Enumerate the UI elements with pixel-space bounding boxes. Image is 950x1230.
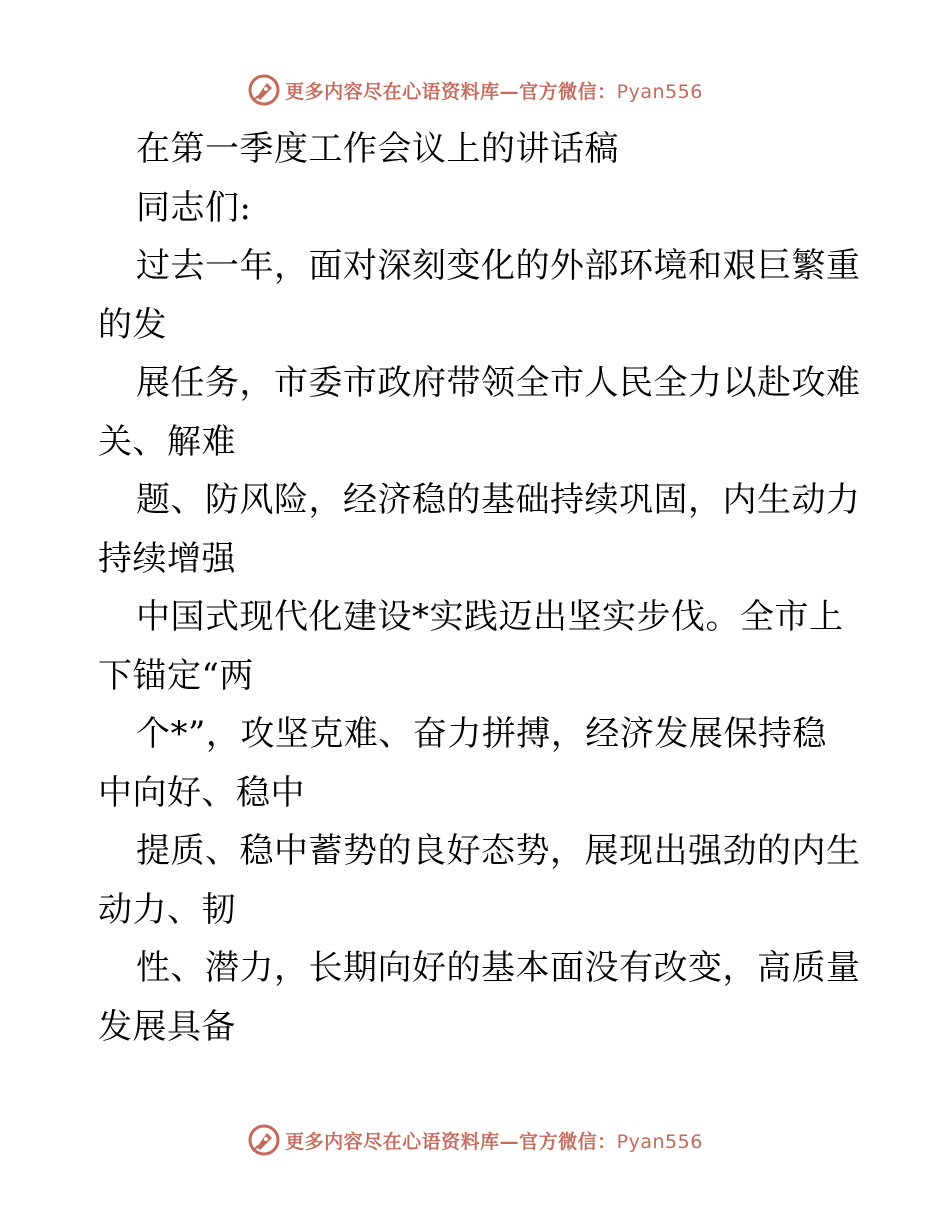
pen-nib-logo-icon xyxy=(247,1123,281,1157)
document-body xyxy=(98,120,861,1056)
text-line: 展任务，市委市政府带领全市人民全力以赴攻难 xyxy=(136,363,861,403)
banner-text: 更多内容尽在心语资料库—官方微信：Pyan556 xyxy=(285,1130,703,1153)
banner-wechat-id: Pyan556 xyxy=(616,1130,703,1153)
text-line: 中向好、稳中 xyxy=(98,772,305,813)
text-line: 下锚定“两 xyxy=(98,655,254,696)
banner-wechat-id: Pyan556 xyxy=(616,80,703,103)
text-line: 中国式现代化建设*实践迈出坚实步伐。全市上 xyxy=(136,597,844,637)
text-line: 提质、稳中蓄势的良好态势，展现出强劲的内生 xyxy=(136,831,861,871)
banner-text: 更多内容尽在心语资料库—官方微信：Pyan556 xyxy=(285,80,703,103)
text-line: 同志们: xyxy=(136,187,252,228)
text-line: 过去一年，面对深刻变化的外部环境和艰巨繁重 xyxy=(136,246,861,286)
text-line: 题、防风险，经济稳的基础持续巩固，内生动力 xyxy=(136,480,861,520)
header-banner xyxy=(0,70,950,110)
text-line: 的发 xyxy=(98,304,167,345)
text-line: 性、潜力，长期向好的基本面没有改变，高质量 xyxy=(136,948,861,988)
pen-nib-logo-icon xyxy=(247,73,281,107)
text-line: 关、解难 xyxy=(98,421,236,462)
footer-banner xyxy=(0,1120,950,1160)
text-line: 个*”，攻坚克难、奋力拼搏，经济发展保持稳 xyxy=(136,714,827,754)
document-title: 在第一季度工作会议上的讲话稿 xyxy=(136,129,619,169)
text-line: 动力、韧 xyxy=(98,889,236,930)
text-line: 发展具备 xyxy=(98,1006,236,1047)
text-line: 持续增强 xyxy=(98,538,236,579)
